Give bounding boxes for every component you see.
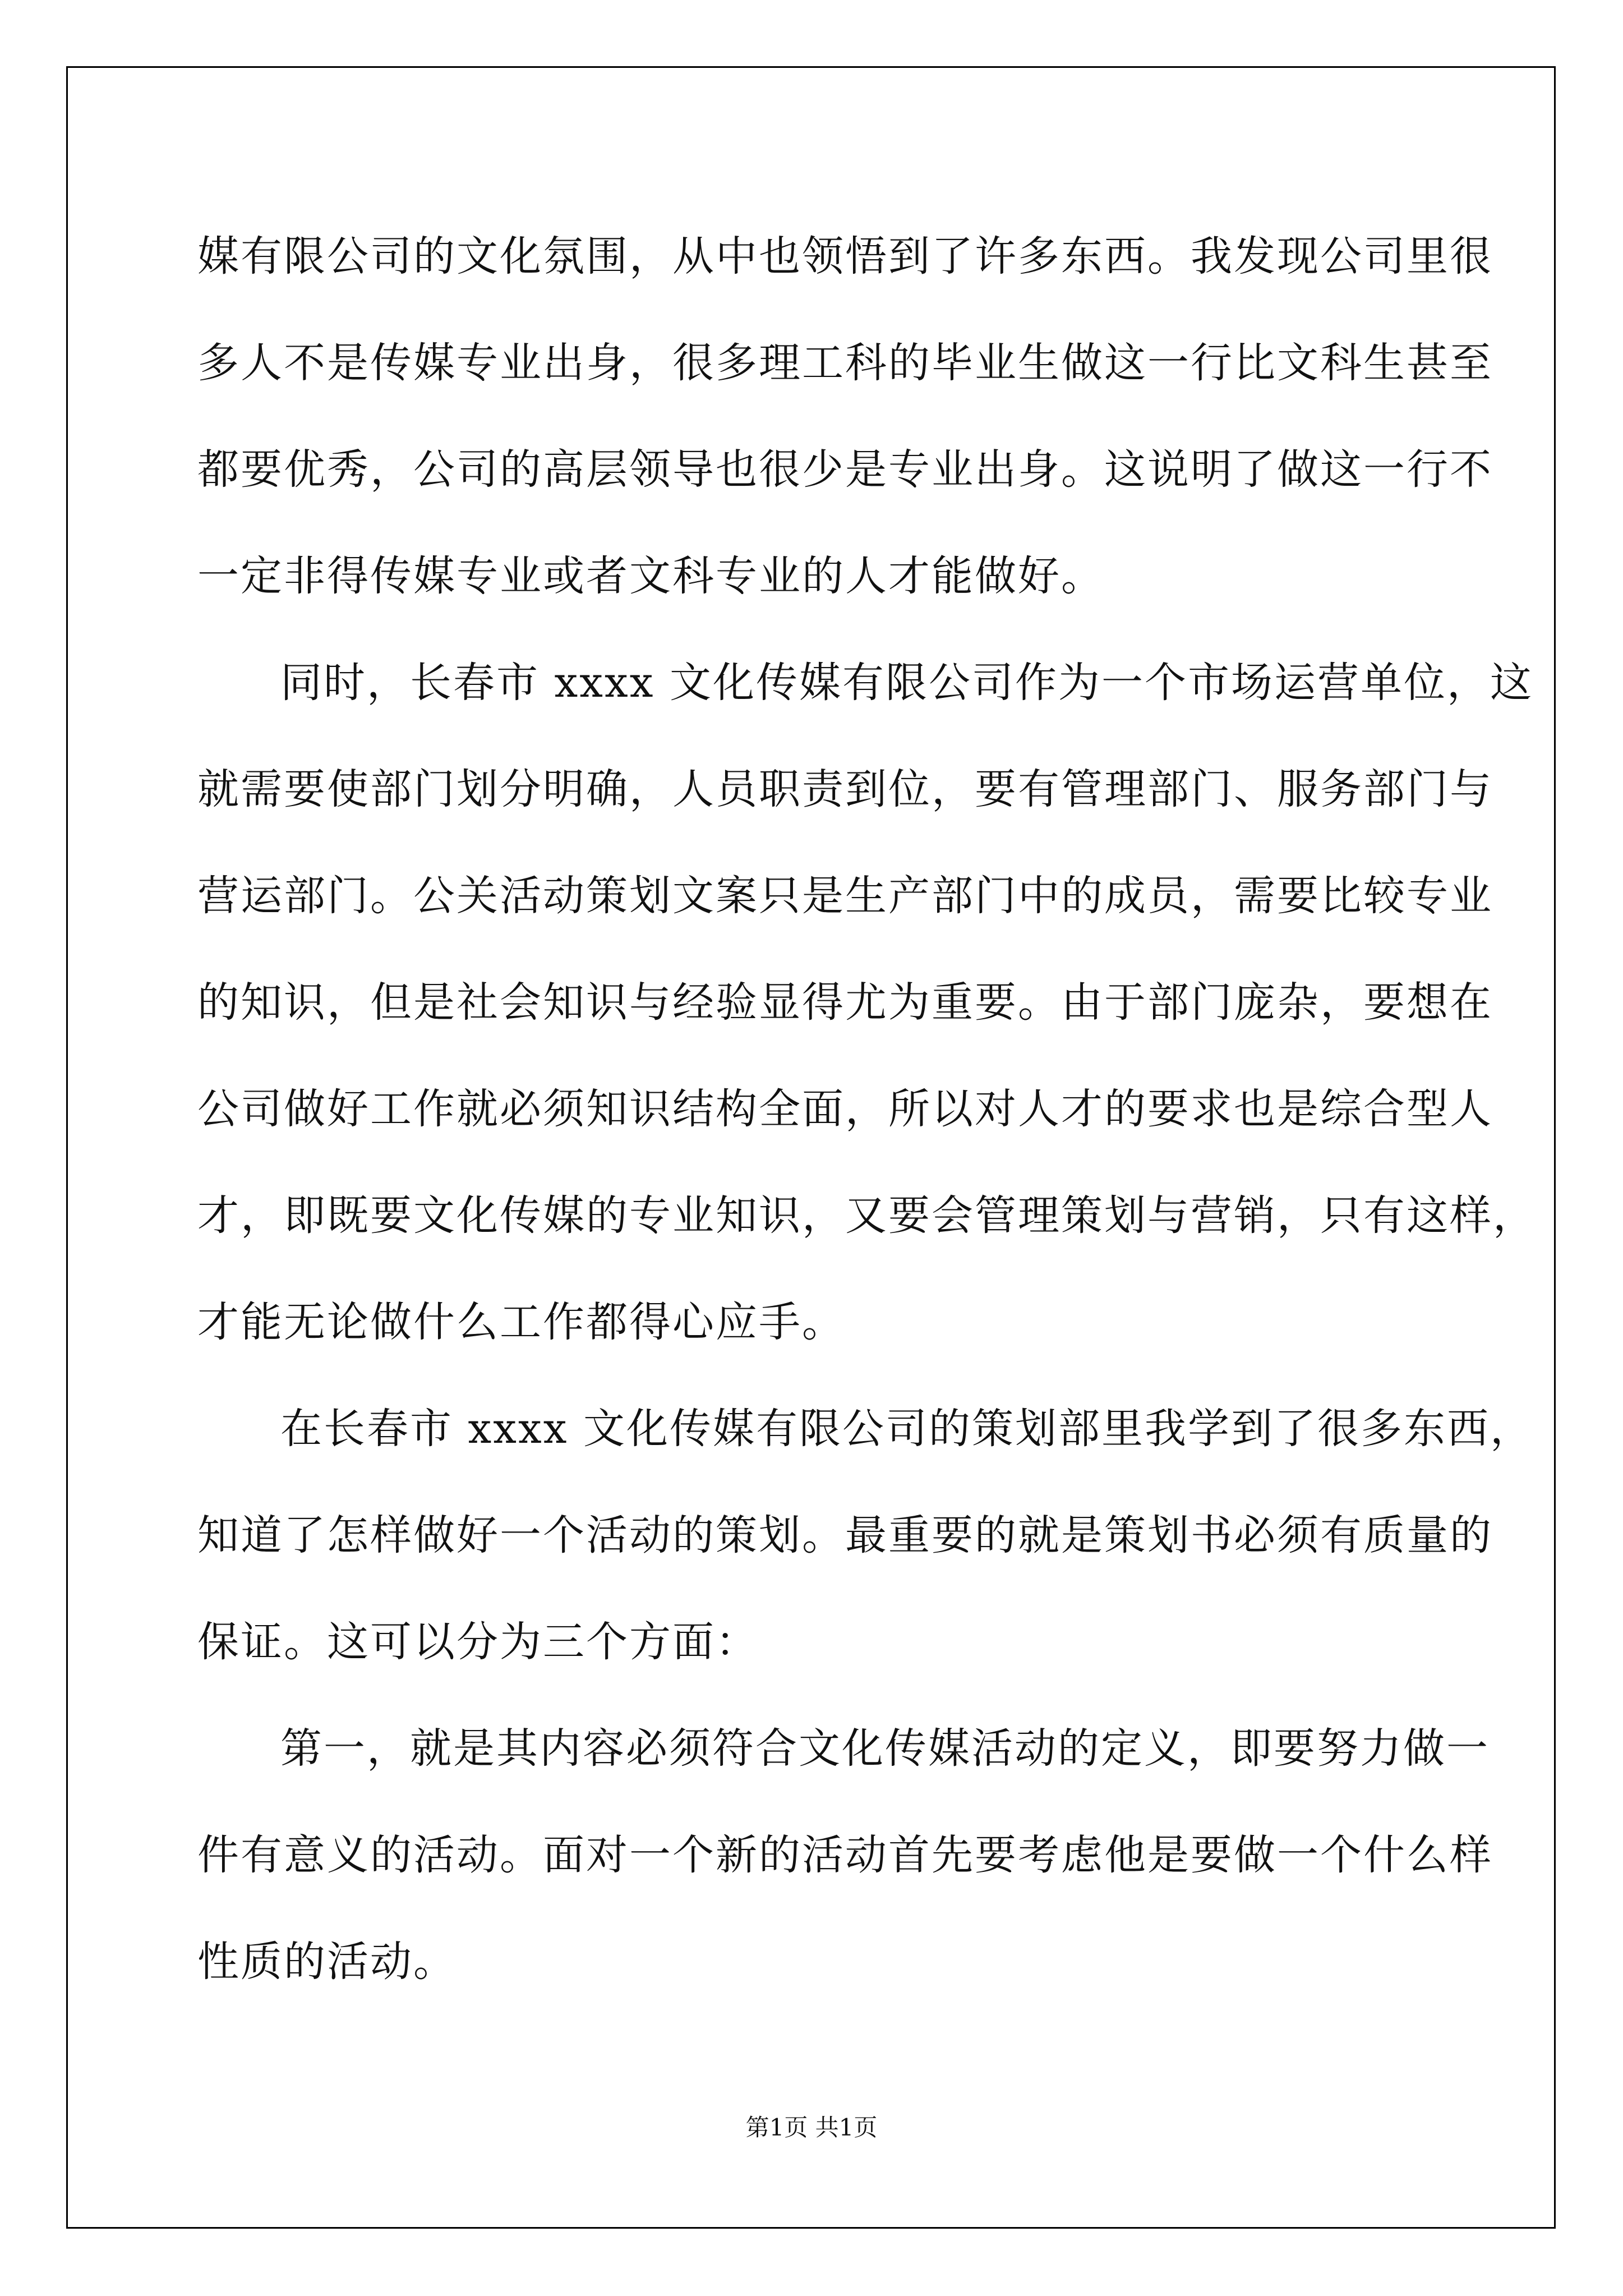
document-body <box>197 203 1536 2015</box>
text-line: 多人不是传媒专业出身，很多理工科的毕业生做这一行比文科生甚至 <box>197 339 1493 387</box>
page-footer: 第1页 共1页 <box>745 2114 878 2141</box>
text-line: 一定非得传媒专业或者文科专业的人才能做好。 <box>197 552 1104 600</box>
text-line: 第一，就是其内容必须符合文化传媒活动的定义，即要努力做一 <box>280 1724 1490 1773</box>
text-line: 的知识，但是社会知识与经验显得尤为重要。由于部门庞杂，要想在 <box>197 978 1493 1027</box>
text-line: 保证。这可以分为三个方面： <box>197 1618 759 1666</box>
text-line: 才，即既要文化传媒的专业知识，又要会管理策划与营销，只有这样， <box>197 1191 1536 1240</box>
text-line: 性质的活动。 <box>197 1938 457 1986</box>
text-line: 公司做好工作就必须知识结构全面，所以对人才的要求也是综合型人 <box>197 1085 1493 1133</box>
text-line: 营运部门。公关活动策划文案只是生产部门中的成员，需要比较专业 <box>197 872 1493 920</box>
text-line: 知道了怎样做好一个活动的策划。最重要的就是策划书必须有质量的 <box>197 1511 1493 1559</box>
text-line: 都要优秀，公司的高层领导也很少是专业出身。这说明了做这一行不 <box>197 445 1493 494</box>
text-line: 媒有限公司的文化氛围，从中也领悟到了许多东西。我发现公司里很 <box>197 232 1493 280</box>
text-line: 才能无论做什么工作都得心应手。 <box>197 1298 845 1346</box>
text-line: 同时，长春市 xxxx 文化传媒有限公司作为一个市场运营单位，这 <box>280 659 1533 707</box>
text-line: 在长春市 xxxx 文化传媒有限公司的策划部里我学到了很多东西， <box>280 1405 1533 1453</box>
text-line: 件有意义的活动。面对一个新的活动首先要考虑他是要做一个什么样 <box>197 1831 1493 1879</box>
text-line: 就需要使部门划分明确，人员职责到位，要有管理部门、服务部门与 <box>197 765 1493 813</box>
